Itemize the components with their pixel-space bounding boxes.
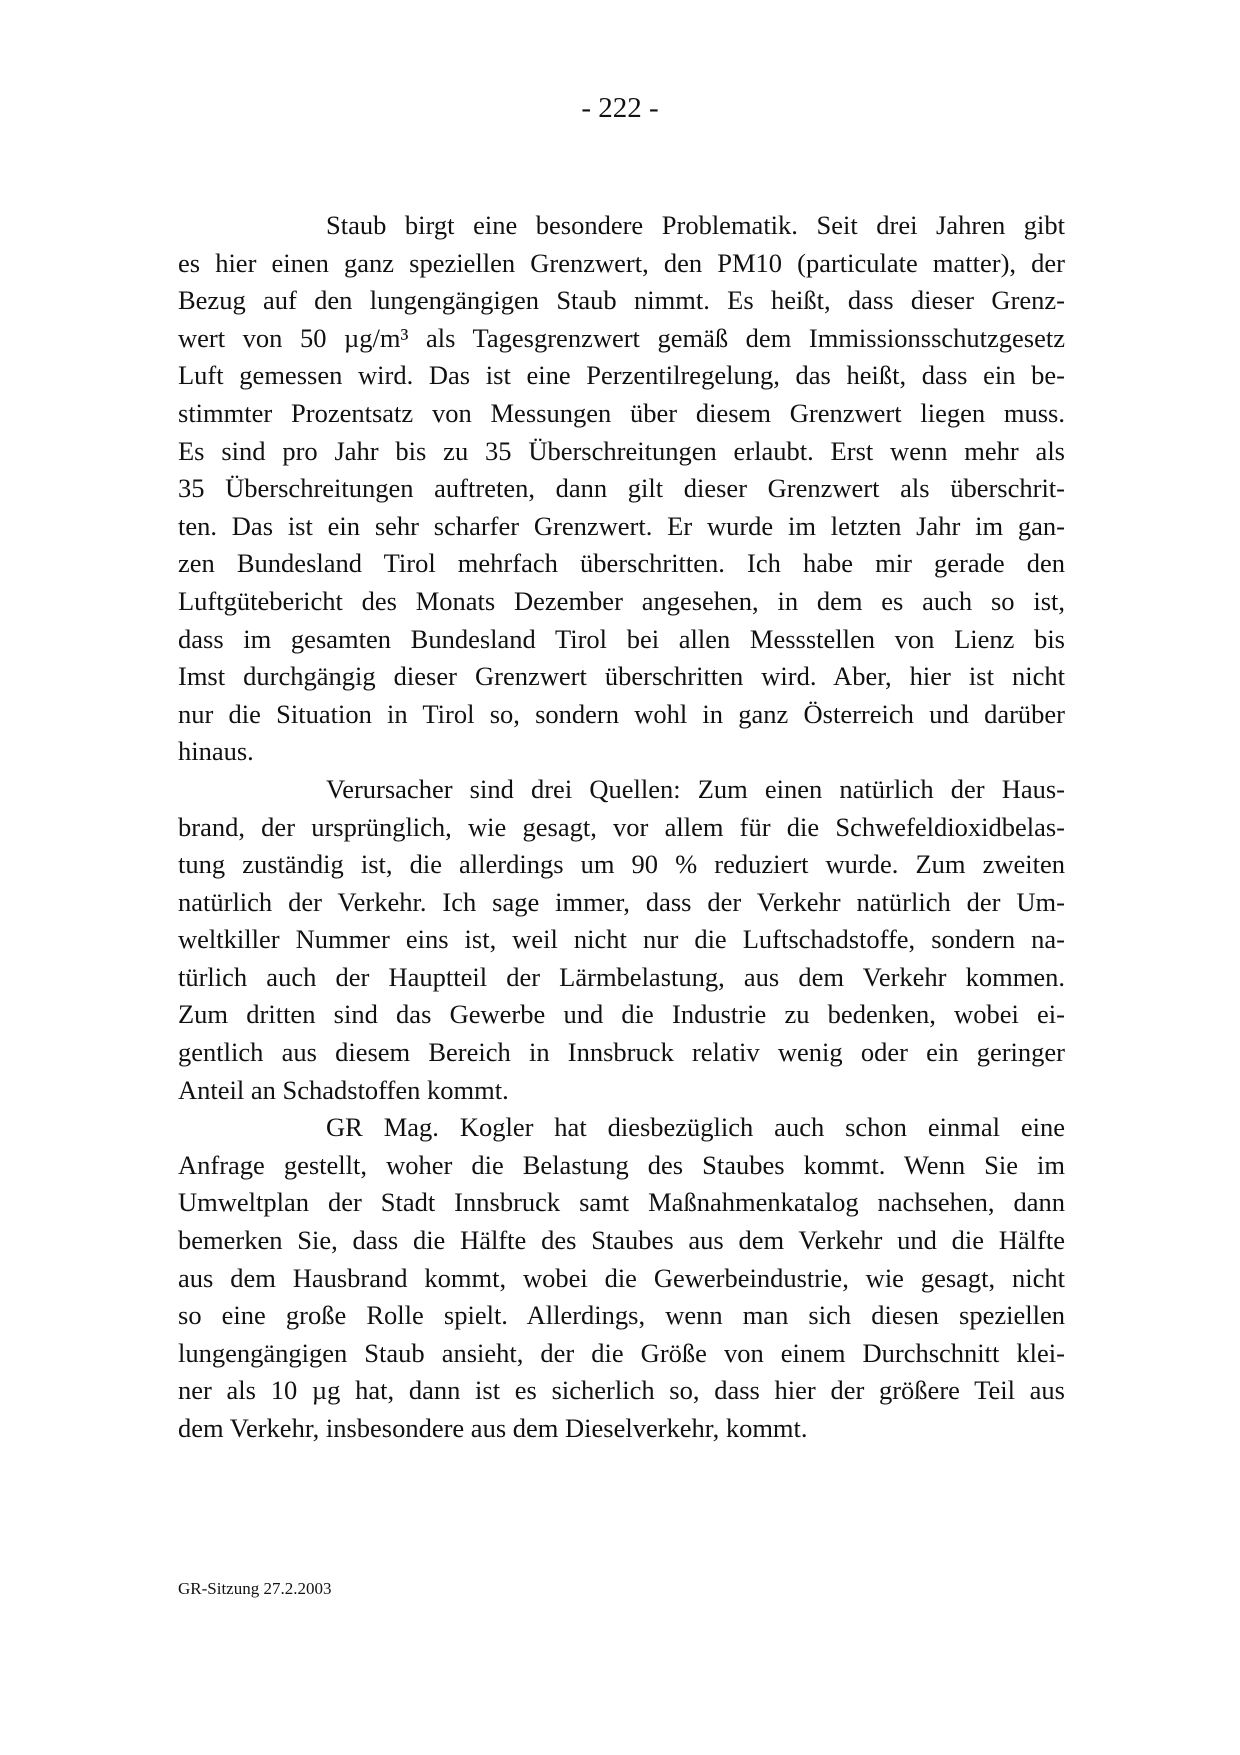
text-line: weltkiller Nummer eins ist, weil nicht nur die Luftschadstoffe, sondern na- [178,924,1065,955]
text-line: ner als 10 µg hat, dann ist es sicherlich so, dass hier der größere Teil aus [178,1375,1065,1406]
paragraph [178,771,1065,1109]
text-line: 35 Überschreitungen auftreten, dann gilt dieser Grenzwert als überschrit- [178,473,1065,504]
text-line: ten. Das ist ein sehr scharfer Grenzwert. Er wurde im letzten Jahr im gan- [178,510,1065,541]
text-line: brand, der ursprünglich, wie gesagt, vor allem für die Schwefeldioxidbelas- [178,811,1065,842]
text-line: nur die Situation in Tirol so, sondern wohl in ganz Österreich und darüber [178,698,1065,729]
text-line: türlich auch der Hauptteil der Lärmbelastung, aus dem Verkehr kommen. [178,961,1065,992]
text-line: stimmter Prozentsatz von Messungen über diesem Grenzwert liegen muss. [178,397,1065,428]
text-line: Es sind pro Jahr bis zu 35 Überschreitungen erlaubt. Erst wenn mehr als [178,435,1065,466]
paragraph [178,207,1065,771]
text-line: Umweltplan der Stadt Innsbruck samt Maßnahmenkatalog nachsehen, dann [178,1187,1065,1218]
text-line: hinaus. [178,736,254,767]
text-line: natürlich der Verkehr. Ich sage immer, dass der Verkehr natürlich der Um- [178,886,1065,917]
text-line: Luft gemessen wird. Das ist eine Perzentilregelung, das heißt, dass ein be- [178,360,1065,391]
text-line: dass im gesamten Bundesland Tirol bei allen Messstellen von Lienz bis [178,623,1065,654]
page-number: - 222 - [581,92,659,124]
text-line: bemerken Sie, dass die Hälfte des Staubes aus dem Verkehr und die Hälfte [178,1225,1065,1256]
text-line: Staub birgt eine besondere Problematik. Seit drei Jahren gibt [326,210,1065,240]
text-line: so eine große Rolle spielt. Allerdings, wenn man sich diesen speziellen [178,1300,1065,1331]
text-line: Anfrage gestellt, woher die Belastung des Staubes kommt. Wenn Sie im [178,1149,1065,1180]
text-line: tung zuständig ist, die allerdings um 90 % reduziert wurde. Zum zweiten [178,849,1065,880]
text-line: GR Mag. Kogler hat diesbezüglich auch schon einmal eine [326,1112,1065,1143]
text-line: lungengängigen Staub ansieht, der die Größe von einem Durchschnitt klei- [178,1337,1065,1368]
text-line: Zum dritten sind das Gewerbe und die Industrie zu bedenken, wobei ei- [178,999,1065,1030]
text-line: zen Bundesland Tirol mehrfach überschritten. Ich habe mir gerade den [178,548,1065,579]
body-text [178,207,1065,1448]
text-line: Bezug auf den lungengängigen Staub nimmt. Es heißt, dass dieser Grenz- [178,285,1065,316]
footer-session-date: GR-Sitzung 27.2.2003 [178,1579,332,1598]
text-line: Luftgütebericht des Monats Dezember angesehen, in dem es auch so ist, [178,585,1065,616]
paragraph [178,1109,1065,1447]
text-line: es hier einen ganz speziellen Grenzwert, den PM10 (particulate matter), der [178,247,1065,278]
text-line: Imst durchgängig dieser Grenzwert überschritten wird. Aber, hier ist nicht [178,661,1065,692]
text-line: gentlich aus diesem Bereich in Innsbruck relativ wenig oder ein geringer [178,1037,1065,1068]
text-line: Verursacher sind drei Quellen: Zum einen natürlich der Haus- [326,773,1065,804]
text-line: wert von 50 µg/m³ als Tagesgrenzwert gemäß dem Immissionsschutzgesetz [178,322,1065,353]
text-line: dem Verkehr, insbesondere aus dem Dieselverkehr, kommt. [178,1413,808,1443]
text-line: aus dem Hausbrand kommt, wobei die Gewerbeindustrie, wie gesagt, nicht [178,1262,1065,1293]
text-line: Anteil an Schadstoffen kommt. [178,1074,509,1105]
